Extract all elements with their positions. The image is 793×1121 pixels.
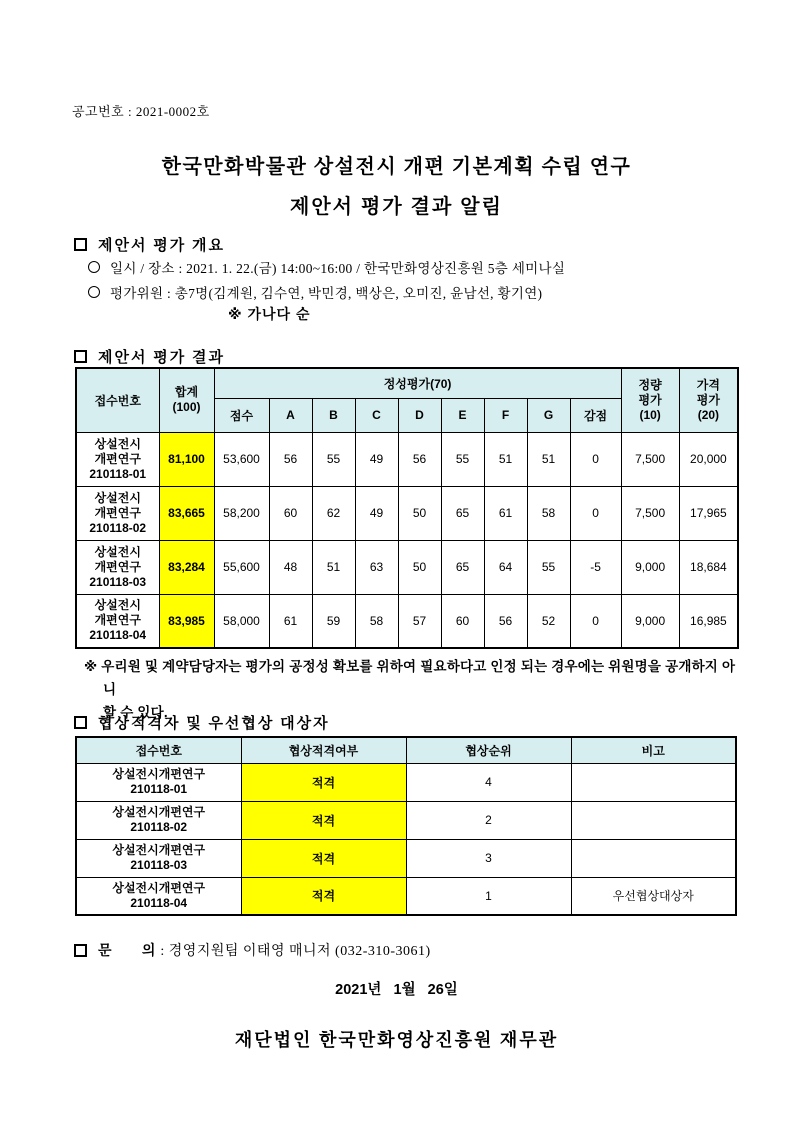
cell-judge-e: 65 [441, 486, 484, 540]
col-header-receipt-no: 접수번호 [76, 737, 241, 763]
cell-judge-e: 60 [441, 594, 484, 648]
overview-item-committee-text: 평가위원 : 총7명(김계원, 김수연, 박민경, 백상은, 오미진, 윤남선, 황기연) [110, 286, 543, 301]
col-header-price [679, 368, 738, 432]
receipt-name-line3: 210118-03 [89, 574, 147, 589]
col-header-total [159, 368, 214, 432]
table-row [76, 839, 736, 877]
cell-eligibility: 적격 [241, 801, 406, 839]
cell-judge-b: 55 [312, 432, 355, 486]
section-heading-negotiation [74, 712, 330, 733]
document-date: 2021년 1월 26일 [335, 982, 458, 998]
cell-judge-d: 57 [398, 594, 441, 648]
cell-judge-c: 49 [355, 486, 398, 540]
cell-judge-f: 61 [484, 486, 527, 540]
receipt-name-line1: 상설전시 [94, 598, 141, 613]
cell-remarks [571, 763, 736, 801]
cell-eligibility: 적격 [241, 763, 406, 801]
cell-receipt-no [76, 540, 159, 594]
cell-eligibility: 적격 [241, 839, 406, 877]
contact-line [74, 940, 431, 960]
table-row [76, 594, 738, 648]
cell-quant-score: 9,000 [621, 540, 679, 594]
cell-qual-score: 58,000 [214, 594, 269, 648]
cell-judge-a: 56 [269, 432, 312, 486]
cell-quant-score: 7,500 [621, 486, 679, 540]
cell-price-score: 20,000 [679, 432, 738, 486]
col-header-qualitative: 정성평가(70) [214, 368, 621, 398]
receipt-name-line3: 210118-01 [89, 466, 147, 481]
sort-order-note: ※ 가나다 순 [228, 306, 311, 322]
col-header-quant-line3: (10) [639, 407, 661, 422]
col-header-remarks: 비고 [571, 737, 736, 763]
cell-receipt-no [76, 486, 159, 540]
cell-judge-e: 55 [441, 432, 484, 486]
col-header-price-line2: 평가 [696, 392, 720, 407]
receipt-name-line1: 상설전시 [94, 544, 141, 559]
col-header-price-line3: (20) [697, 407, 720, 422]
overview-item-datetime [88, 257, 565, 277]
subcol-d: D [398, 398, 441, 432]
receipt-name-line2: 개편연구 [94, 613, 141, 628]
cell-judge-d: 56 [398, 432, 441, 486]
circle-bullet-icon [88, 286, 100, 298]
subcol-g: G [527, 398, 570, 432]
receipt-name-line1: 상설전시 [94, 436, 141, 451]
col-header-quantitative [621, 368, 679, 432]
cell-judge-c: 58 [355, 594, 398, 648]
cell-judge-b: 62 [312, 486, 355, 540]
cell-receipt-no [76, 801, 241, 839]
cell-judge-g: 51 [527, 432, 570, 486]
cell-judge-g: 58 [527, 486, 570, 540]
cell-deduction: 0 [570, 486, 621, 540]
contact-label: 문 의 [98, 942, 157, 958]
receipt-name-line1: 상설전시개편연구 [112, 767, 206, 781]
table-row [76, 877, 736, 915]
cell-qual-score: 58,200 [214, 486, 269, 540]
cell-qual-score: 53,600 [214, 432, 269, 486]
receipt-name-line3: 210118-02 [89, 520, 147, 535]
section-heading-results [74, 346, 225, 367]
subcol-a: A [269, 398, 312, 432]
cell-judge-g: 52 [527, 594, 570, 648]
cell-receipt-no [76, 432, 159, 486]
cell-price-score: 16,985 [679, 594, 738, 648]
cell-judge-b: 59 [312, 594, 355, 648]
cell-quant-score: 9,000 [621, 594, 679, 648]
cell-quant-score: 7,500 [621, 432, 679, 486]
checkbox-square-icon [74, 716, 87, 729]
cell-remarks [571, 839, 736, 877]
receipt-name-line1: 상설전시개편연구 [112, 805, 206, 819]
cell-judge-c: 49 [355, 432, 398, 486]
section-title-results: 제안서 평가 결과 [98, 350, 225, 366]
col-header-quant-line2: 평가 [638, 392, 662, 407]
fairness-footnote-line1: ※ 우리원 및 계약담당자는 평가의 공정성 확보를 위하여 필요하다고 인정 되는 경우에는 위원명을 공개하지 아니 [84, 659, 736, 697]
receipt-name-line1: 상설전시개편연구 [112, 880, 206, 895]
cell-receipt-no [76, 877, 241, 915]
overview-item-datetime-text: 일시 / 장소 : 2021. 1. 22.(금) 14:00~16:00 / 한국만화영상진흥원 5층 세미나실 [110, 261, 566, 276]
cell-rank: 3 [406, 839, 571, 877]
cell-price-score: 17,965 [679, 486, 738, 540]
document-title-line1: 한국만화박물관 상설전시 개편 기본계획 수립 연구 [161, 156, 632, 178]
cell-judge-d: 50 [398, 486, 441, 540]
subcol-f: F [484, 398, 527, 432]
cell-judge-e: 65 [441, 540, 484, 594]
receipt-name-line2: 210118-03 [130, 858, 188, 872]
col-header-total-line2: (100) [172, 400, 201, 415]
notice-number: 공고번호 : 2021-0002호 [72, 104, 210, 119]
cell-receipt-no [76, 763, 241, 801]
cell-eligibility: 적격 [241, 877, 406, 915]
col-header-price-line1: 가격 [696, 377, 720, 392]
cell-remarks [571, 801, 736, 839]
receipt-name-line1: 상설전시 [94, 490, 141, 505]
receipt-name-line2: 210118-04 [130, 895, 188, 910]
cell-receipt-no [76, 594, 159, 648]
receipt-name-line2: 개편연구 [94, 505, 141, 520]
circle-bullet-icon [88, 261, 100, 273]
cell-judge-a: 48 [269, 540, 312, 594]
checkbox-square-icon [74, 350, 87, 363]
receipt-name-line2: 210118-01 [130, 782, 188, 796]
cell-judge-f: 56 [484, 594, 527, 648]
cell-deduction: -5 [570, 540, 621, 594]
subcol-b: B [312, 398, 355, 432]
cell-qual-score: 55,600 [214, 540, 269, 594]
fairness-footnote-line2: 할 수 있다. [103, 705, 168, 720]
receipt-name-line3: 210118-04 [89, 628, 147, 643]
col-header-rank: 협상순위 [406, 737, 571, 763]
contact-value: : 경영지원팀 이태영 매니저 (032-310-3061) [156, 944, 431, 959]
cell-total-score: 83,985 [159, 594, 214, 648]
document-signature: 재단법인 한국만화영상진흥원 재무관 [234, 1030, 559, 1050]
receipt-name-line1: 상설전시개편연구 [112, 843, 206, 857]
table-row [76, 801, 736, 839]
cell-judge-g: 55 [527, 540, 570, 594]
cell-judge-d: 50 [398, 540, 441, 594]
table-row [76, 763, 736, 801]
table-row [76, 432, 738, 486]
cell-total-score: 81,100 [159, 432, 214, 486]
cell-receipt-no [76, 839, 241, 877]
checkbox-square-icon [74, 238, 87, 251]
cell-judge-a: 61 [269, 594, 312, 648]
subcol-deduction: 감점 [570, 398, 621, 432]
cell-total-score: 83,284 [159, 540, 214, 594]
cell-judge-a: 60 [269, 486, 312, 540]
cell-remarks: 우선협상대상자 [571, 877, 736, 915]
receipt-name-line2: 210118-02 [130, 820, 188, 834]
table-row [76, 540, 738, 594]
cell-judge-f: 51 [484, 432, 527, 486]
document-title-line2: 제안서 평가 결과 알림 [290, 196, 503, 218]
section-title-negotiation: 협상적격자 및 우선협상 대상자 [98, 716, 330, 732]
section-title-overview: 제안서 평가 개요 [98, 238, 225, 254]
receipt-name-line2: 개편연구 [94, 559, 141, 574]
col-header-total-line1: 합계 [174, 385, 199, 400]
overview-item-committee [88, 282, 542, 302]
cell-judge-f: 64 [484, 540, 527, 594]
cell-deduction: 0 [570, 594, 621, 648]
cell-rank: 4 [406, 763, 571, 801]
cell-judge-b: 51 [312, 540, 355, 594]
cell-price-score: 18,684 [679, 540, 738, 594]
checkbox-square-icon [74, 944, 87, 957]
col-header-receipt-no: 접수번호 [76, 368, 159, 432]
cell-deduction: 0 [570, 432, 621, 486]
evaluation-results-table [75, 367, 739, 649]
cell-rank: 2 [406, 801, 571, 839]
subcol-e: E [441, 398, 484, 432]
cell-judge-c: 63 [355, 540, 398, 594]
section-heading-overview [74, 234, 225, 255]
cell-rank: 1 [406, 877, 571, 915]
subcol-c: C [355, 398, 398, 432]
negotiation-table [75, 736, 737, 916]
cell-total-score: 83,665 [159, 486, 214, 540]
col-header-eligibility: 협상적격여부 [241, 737, 406, 763]
table-row [76, 486, 738, 540]
col-header-quant-line1: 정량 [638, 377, 662, 392]
subcol-score: 점수 [214, 398, 269, 432]
receipt-name-line2: 개편연구 [94, 451, 141, 466]
